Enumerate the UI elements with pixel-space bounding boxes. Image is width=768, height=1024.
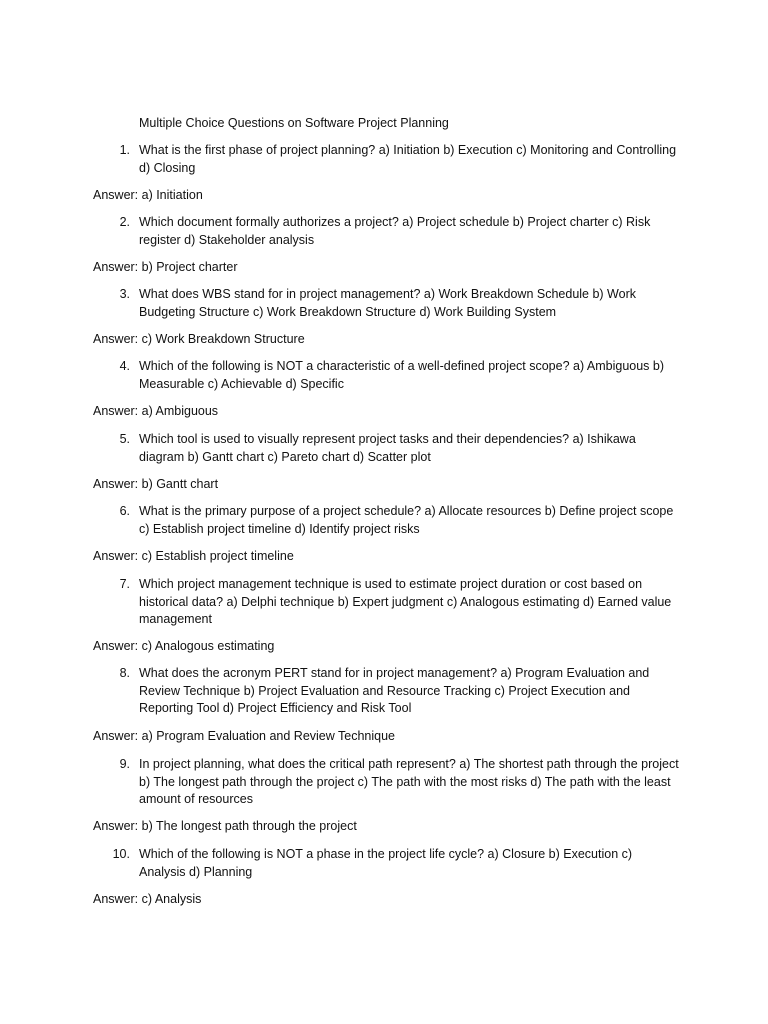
question-text: Which of the following is NOT a phase in the project life cycle? a) Closure b) Execution c) Analysis d) Planning [139, 847, 633, 879]
question-text: Which of the following is NOT a characteristic of a well-defined project scope? a) Ambiguous b) Measurable c) Achievable d) Specific [139, 359, 665, 391]
question-text: What is the first phase of project planning? a) Initiation b) Execution c) Monitoring and Controlling d) Closing [139, 143, 677, 175]
answer-2: Answer: b) Project charter [93, 260, 238, 274]
question-4 [119, 358, 679, 393]
question-text: Which project management technique is used to estimate project duration or cost based on historical data? a) Delphi technique b) Expert judgment c) Analogous estimating d) Earned value management [139, 577, 672, 627]
question-number: 3. [119, 287, 130, 301]
question-number: 8. [119, 666, 130, 680]
answer-6: Answer: c) Establish project timeline [93, 549, 294, 563]
question-text: Which tool is used to visually represent project tasks and their dependencies? a) Ishikawa diagram b) Gantt chart c) Pareto chart d) Scatter plot [139, 432, 636, 464]
answer-3: Answer: c) Work Breakdown Structure [93, 332, 305, 346]
question-10 [112, 846, 679, 881]
answer-10: Answer: c) Analysis [93, 892, 202, 906]
question-7 [119, 576, 679, 629]
question-number: 6. [119, 504, 130, 518]
question-text: What does the acronym PERT stand for in project management? a) Program Evaluation and Review Technique b) Project Evaluation and Resource Tracking c) Project Execution and Reporting Tool d) Project Efficiency and Risk Tool [139, 666, 650, 716]
question-2 [119, 214, 679, 249]
answer-1: Answer: a) Initiation [93, 188, 203, 202]
question-number: 9. [119, 757, 130, 771]
question-number: 10. [112, 847, 130, 861]
question-5 [119, 431, 679, 466]
document-title: Multiple Choice Questions on Software Project Planning [139, 116, 449, 130]
question-8 [119, 665, 679, 718]
question-6 [119, 503, 679, 538]
question-number: 7. [119, 577, 130, 591]
question-number: 1. [119, 143, 130, 157]
question-number: 5. [119, 432, 130, 446]
question-number: 4. [119, 359, 130, 373]
answer-4: Answer: a) Ambiguous [93, 404, 219, 418]
answer-7: Answer: c) Analogous estimating [93, 639, 275, 653]
answer-9: Answer: b) The longest path through the project [93, 819, 357, 833]
answer-5: Answer: b) Gantt chart [93, 477, 219, 491]
question-9 [119, 756, 679, 809]
question-text: Which document formally authorizes a project? a) Project schedule b) Project charter c) Risk register d) Stakeholder analysis [139, 215, 651, 247]
question-text: In project planning, what does the critical path represent? a) The shortest path through the project b) The longest path through the project c) The path with the most risks d) The path with the least amount of resources [139, 757, 679, 807]
question-3 [119, 286, 679, 321]
question-text: What does WBS stand for in project management? a) Work Breakdown Schedule b) Work Budgeting Structure c) Work Breakdown Structure d) Work Building System [139, 287, 636, 319]
question-number: 2. [119, 215, 130, 229]
answer-8: Answer: a) Program Evaluation and Review Technique [93, 729, 396, 743]
question-text: What is the primary purpose of a project schedule? a) Allocate resources b) Define project scope c) Establish project timeline d) Identify project risks [139, 504, 674, 536]
question-1 [119, 142, 679, 177]
